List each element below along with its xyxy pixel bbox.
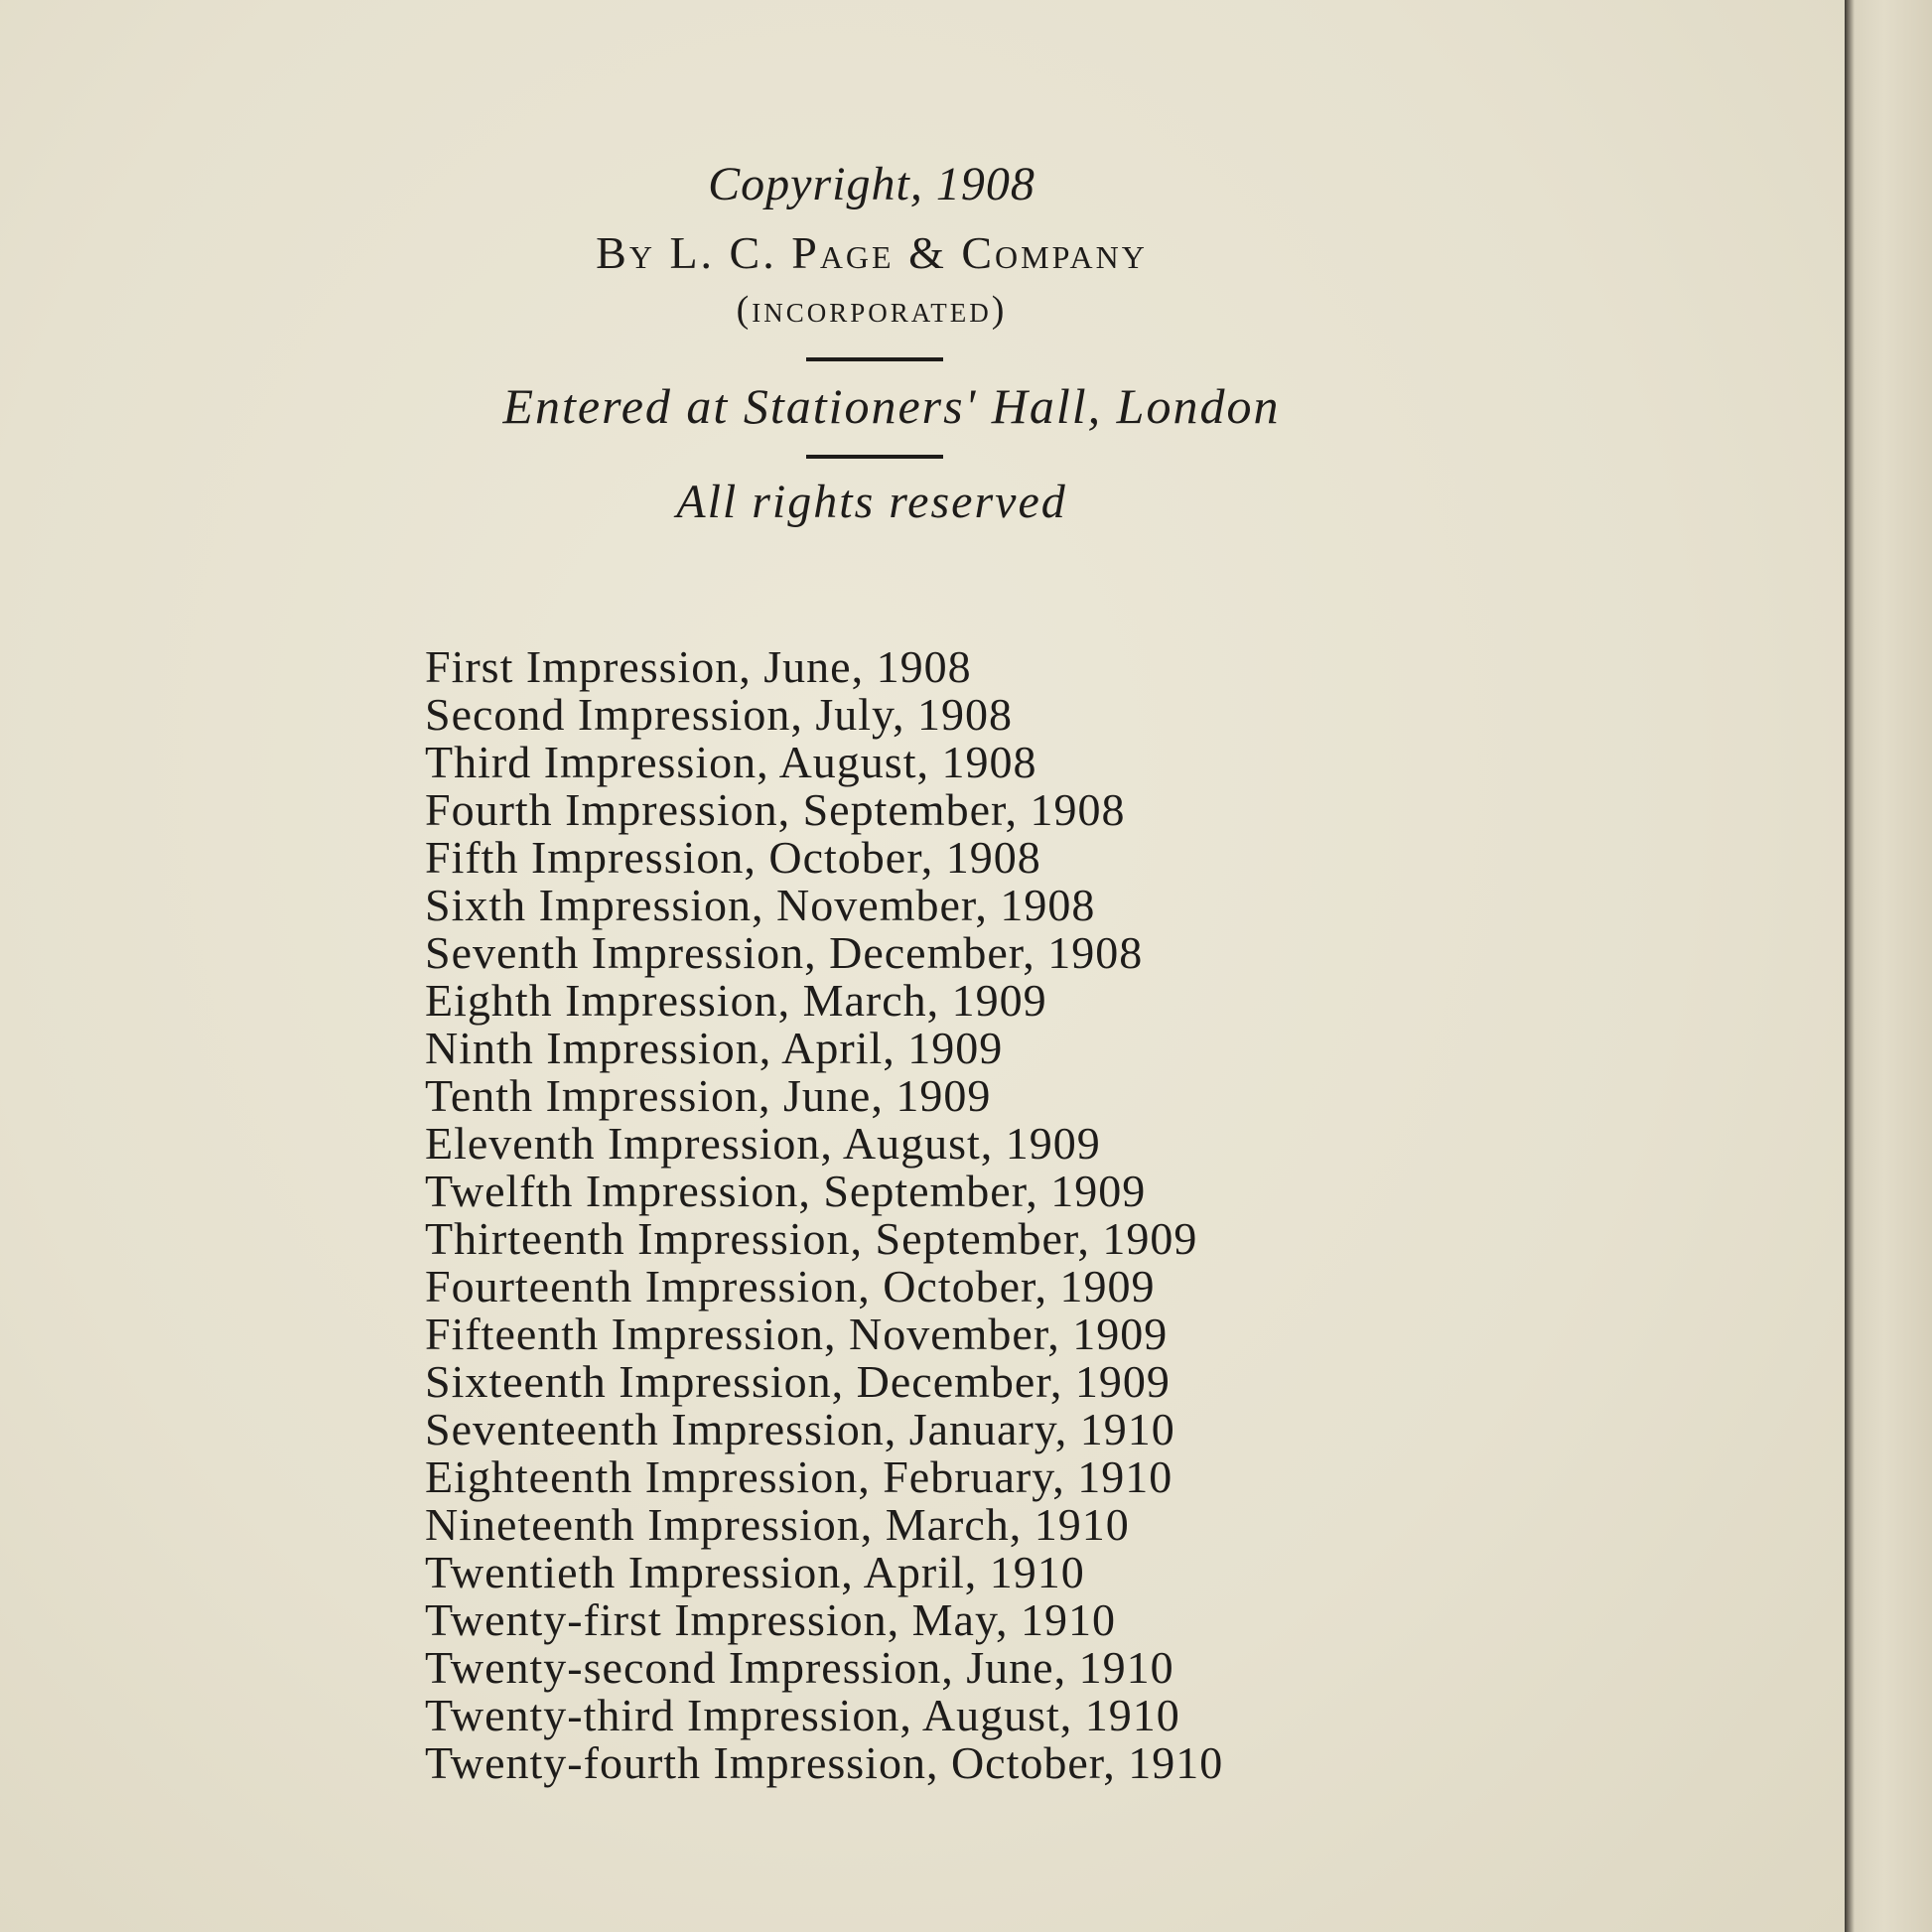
impression-item: Third Impression, August, 1908 — [425, 737, 1037, 787]
impression-item: Twenty-fourth Impression, October, 1910 — [425, 1737, 1224, 1788]
impression-item: Fifth Impression, October, 1908 — [425, 832, 1041, 883]
impression-item: Ninth Impression, April, 1909 — [425, 1023, 1004, 1073]
incorporated-line: (incorporated) — [736, 289, 1008, 331]
rights-line: All rights reserved — [676, 476, 1067, 528]
impression-item: First Impression, June, 1908 — [425, 641, 972, 692]
entered-line: Entered at Stationers' Hall, London — [502, 378, 1281, 434]
impression-item: Thirteenth Impression, September, 1909 — [425, 1213, 1198, 1264]
impression-item: Sixth Impression, November, 1908 — [425, 880, 1096, 930]
impression-item: Sixteenth Impression, December, 1909 — [425, 1356, 1171, 1407]
publisher-line: By L. C. Page & Company — [596, 227, 1148, 278]
copyright-line: Copyright, 1908 — [708, 158, 1035, 210]
impression-item: Second Impression, July, 1908 — [425, 689, 1014, 740]
impression-item: Eleventh Impression, August, 1909 — [425, 1118, 1101, 1169]
impression-item: Fourteenth Impression, October, 1909 — [425, 1261, 1156, 1311]
impression-item: Eighteenth Impression, February, 1910 — [425, 1451, 1173, 1502]
impression-item: Twentieth Impression, April, 1910 — [425, 1547, 1085, 1597]
impressions-list — [425, 643, 1223, 1787]
impression-item: Eighth Impression, March, 1909 — [425, 975, 1047, 1026]
impression-item: Twenty-second Impression, June, 1910 — [425, 1642, 1174, 1693]
impression-item: Twenty-first Impression, May, 1910 — [425, 1594, 1116, 1645]
impression-item: Nineteenth Impression, March, 1910 — [425, 1499, 1130, 1550]
impression-item: Twelfth Impression, September, 1909 — [425, 1166, 1147, 1216]
impression-item: Twenty-third Impression, August, 1910 — [425, 1690, 1180, 1740]
divider-rule — [806, 357, 943, 361]
impression-item: Fifteenth Impression, November, 1909 — [425, 1309, 1169, 1359]
impression-item: Seventeenth Impression, January, 1910 — [425, 1404, 1175, 1454]
impression-item: Seventh Impression, December, 1908 — [425, 927, 1144, 978]
divider-rule — [806, 455, 943, 459]
impression-item: Fourth Impression, September, 1908 — [425, 784, 1126, 835]
page-gutter — [1845, 0, 1932, 1932]
impression-item: Tenth Impression, June, 1909 — [425, 1070, 992, 1121]
